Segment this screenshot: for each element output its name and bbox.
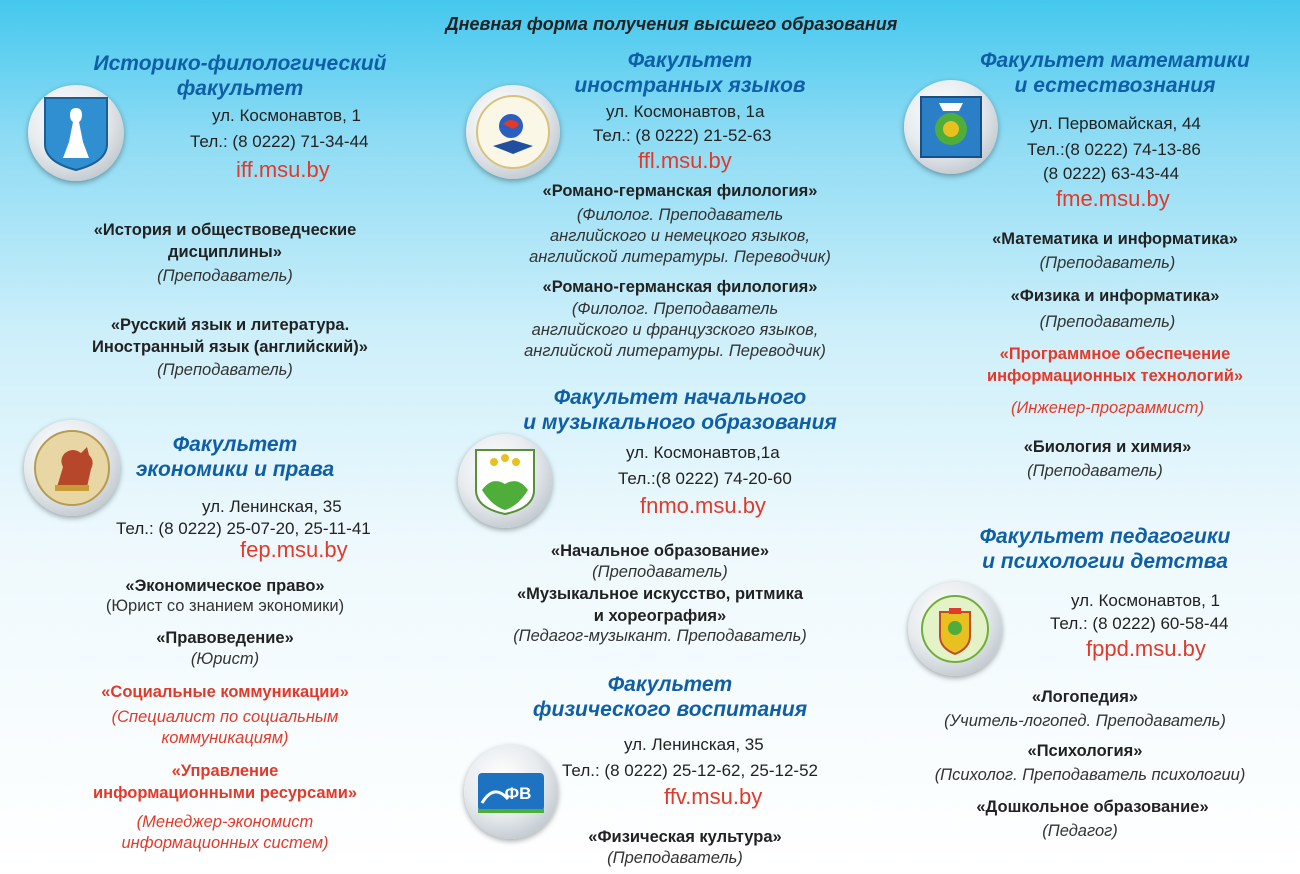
faculty-title-line: Факультет педагогики	[979, 525, 1231, 548]
specialty-qualification: (Преподаватель)	[592, 563, 728, 581]
qualification-line: (Менеджер-экономист	[136, 813, 314, 831]
fppd-address: ул. Космонавтов, 1	[1071, 591, 1220, 610]
qualification-line: коммуникациям)	[161, 729, 289, 747]
specialty-name: «Дошкольное образование»	[976, 798, 1209, 816]
ffv-phone: Тел.: (8 0222) 25-12-62, 25-12-52	[562, 761, 818, 780]
faculty-title-line: Факультет математики	[980, 49, 1250, 72]
specialty-name-line: «Русский язык и литература.	[110, 316, 350, 334]
specialty-name: «Романо-германская филология»	[542, 182, 818, 200]
specialty-qualification: (Инженер-программист)	[1010, 399, 1205, 417]
specialty-qualification: (Учитель-логопед. Преподаватель)	[944, 712, 1226, 730]
ffl-phone: Тел.: (8 0222) 21-52-63	[593, 126, 772, 145]
specialty-name-line: «Управление	[171, 762, 279, 780]
fep-site-link[interactable]: fep.msu.by	[240, 537, 348, 562]
faculty-title-fppd	[960, 524, 1250, 574]
specialty-name: «Физическая культура»	[588, 828, 782, 846]
faculty-title-line: Факультет	[172, 433, 298, 456]
qualification-line: информационных систем)	[121, 834, 329, 852]
specialty-qualification: (Педагог)	[1042, 822, 1118, 840]
fppd-emblem-icon	[908, 582, 1002, 676]
fppd-site-link[interactable]: fppd.msu.by	[1086, 636, 1206, 661]
specialty-name	[40, 219, 410, 263]
faculty-title-line: Факультет начального	[553, 386, 807, 409]
faculty-title-line: экономики и права	[135, 458, 335, 481]
ffl-emblem-icon	[466, 85, 560, 179]
specialty-name-line: информационными ресурсами»	[92, 784, 358, 802]
specialty-name: «Физика и информатика»	[1010, 287, 1220, 305]
specialty-qualification: (Юрист со знанием экономики)	[105, 597, 345, 615]
specialty-qualification: (Психолог. Преподаватель психологии)	[934, 766, 1246, 784]
iff-emblem-icon	[28, 85, 124, 181]
specialty-name: «Логопедия»	[1031, 688, 1139, 706]
specialty-name-line: «Программное обеспечение	[999, 345, 1231, 363]
specialty-name: «Экономическое право»	[125, 577, 325, 595]
qualification-line: английского и немецкого языков,	[549, 227, 811, 245]
fnmo-address: ул. Космонавтов,1а	[626, 443, 780, 462]
qualification-line: (Филолог. Преподаватель	[576, 206, 784, 224]
fep-phone: Тел.: (8 0222) 25-07-20, 25-11-41	[116, 519, 371, 538]
faculty-title-fnmo	[500, 385, 860, 435]
specialty-qualification: (Преподаватель)	[157, 267, 293, 285]
ffv-address: ул. Ленинская, 35	[624, 735, 764, 754]
specialty-name	[470, 583, 850, 627]
specialty-name: «Социальные коммуникации»	[101, 683, 349, 701]
qualification-line: (Филолог. Преподаватель	[571, 300, 779, 318]
specialty-qualification	[40, 707, 410, 749]
specialty-qualification	[490, 299, 860, 362]
specialty-name-line: Иностранный язык (английский)»	[92, 338, 368, 356]
iff-phone: Тел.: (8 0222) 71-34-44	[190, 132, 369, 151]
specialty-name: «Математика и информатика»	[992, 230, 1238, 248]
specialty-name: «Романо-германская филология»	[542, 278, 818, 296]
ffl-site-link[interactable]: ffl.msu.by	[638, 148, 732, 173]
fep-address: ул. Ленинская, 35	[202, 497, 342, 516]
specialty-qualification	[40, 812, 410, 854]
specialty-name-line: и хореография»	[593, 607, 727, 625]
faculty-title-line: иностранных языков	[574, 74, 806, 97]
fnmo-phone: Тел.:(8 0222) 74-20-60	[618, 469, 792, 488]
specialty-name-line: «История и обществоведческие	[93, 221, 357, 239]
specialty-name	[40, 760, 410, 804]
fme-emblem-icon	[904, 80, 998, 174]
fnmo-emblem-icon	[458, 434, 552, 528]
ffv-emblem-text: ФВ	[504, 784, 532, 803]
faculty-title-line: и музыкального образования	[523, 411, 837, 434]
qualification-line: английской литературы. Переводчик)	[529, 248, 831, 266]
faculty-title-fep	[110, 432, 360, 482]
faculty-title-line: Факультет	[627, 49, 753, 72]
iff-site-link[interactable]: iff.msu.by	[236, 157, 330, 182]
specialty-name	[940, 343, 1290, 387]
iff-address: ул. Космонавтов, 1	[212, 106, 361, 125]
faculty-title-ffv	[510, 672, 830, 722]
specialty-name: «Начальное образование»	[550, 542, 770, 560]
faculty-title-iff	[70, 51, 410, 101]
specialty-qualification: (Преподаватель)	[1039, 313, 1176, 331]
faculty-title-line: и психологии детства	[982, 550, 1228, 573]
qualification-line: английской литературы. Переводчик)	[524, 342, 826, 360]
specialty-name-line: дисциплины»	[168, 243, 282, 261]
specialty-qualification: (Преподаватель)	[607, 849, 743, 867]
faculty-title-line: Историко-филологический	[93, 52, 387, 75]
specialty-name: «Биология и химия»	[1023, 438, 1192, 456]
specialty-name-line: «Музыкальное искусство, ритмика	[516, 585, 804, 603]
fep-emblem-icon	[24, 420, 120, 516]
specialty-qualification: (Преподаватель)	[157, 361, 293, 379]
specialty-name-line: информационных технологий»	[986, 367, 1244, 385]
specialty-qualification: (Педагог-музыкант. Преподаватель)	[513, 627, 807, 645]
fme-phone: Тел.:(8 0222) 74-13-86	[1027, 140, 1201, 159]
ffv-site-link[interactable]: ffv.msu.by	[664, 784, 763, 809]
faculty-title-line: факультет	[176, 77, 304, 100]
specialty-name: «Психология»	[1027, 742, 1143, 760]
fme-address: ул. Первомайская, 44	[1030, 114, 1201, 133]
faculty-title-line: Факультет	[607, 673, 733, 696]
specialty-name	[40, 314, 420, 358]
specialty-qualification: (Преподаватель)	[1039, 254, 1176, 272]
specialty-name: «Правоведение»	[156, 629, 294, 647]
fppd-phone: Тел.: (8 0222) 60-58-44	[1050, 614, 1229, 633]
ffv-emblem-icon	[464, 745, 558, 839]
ffl-address: ул. Космонавтов, 1а	[606, 102, 765, 121]
qualification-line: (Специалист по социальным	[111, 708, 339, 726]
fme-site-link[interactable]: fme.msu.by	[1056, 186, 1170, 211]
faculty-title-line: физического воспитания	[532, 698, 808, 721]
specialty-qualification: (Юрист)	[190, 650, 260, 668]
fnmo-site-link[interactable]: fnmo.msu.by	[640, 493, 766, 518]
qualification-line: английского и французского языков,	[531, 321, 819, 339]
faculty-title-fme	[960, 48, 1270, 98]
faculty-title-ffl	[540, 48, 840, 98]
faculty-title-line: и естествознания	[1014, 74, 1216, 97]
specialty-qualification	[490, 205, 870, 268]
page-title: Дневная форма получения высшего образования	[445, 14, 898, 34]
fme-phone-2: (8 0222) 63-43-44	[1043, 164, 1180, 183]
specialty-qualification: (Преподаватель)	[1027, 462, 1163, 480]
